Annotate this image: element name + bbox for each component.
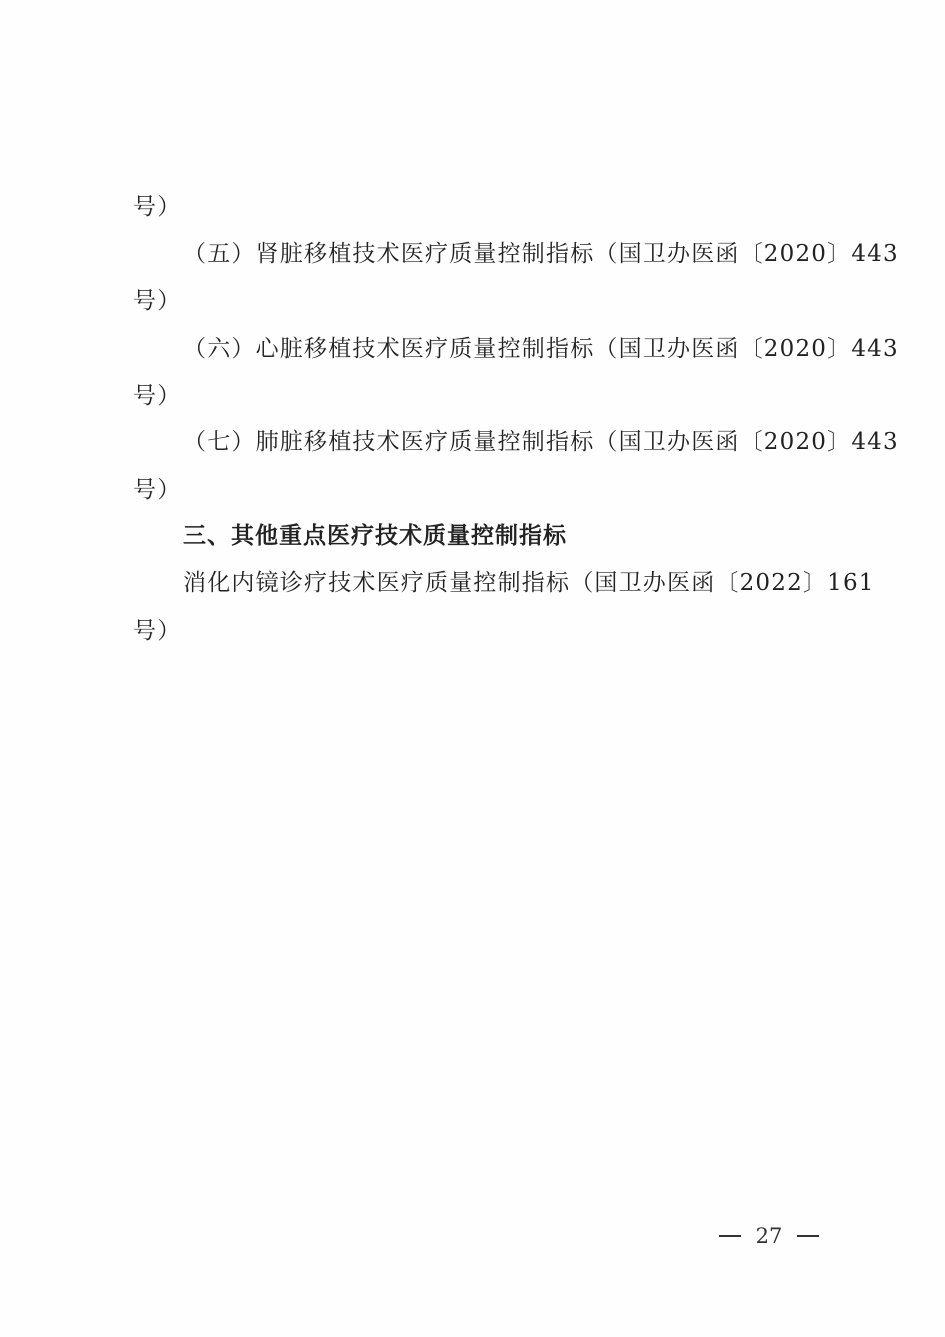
continuation-line: 号） (133, 383, 182, 409)
page-footer (719, 1222, 819, 1250)
item-heart-transplant: （六）心脏移植技术医疗质量控制指标（国卫办医函〔2020〕443 (183, 336, 899, 362)
item-kidney-transplant: （五）肾脏移植技术医疗质量控制指标（国卫办医函〔2020〕443 (183, 241, 899, 267)
right-dash (797, 1235, 819, 1237)
continuation-line: 号） (133, 288, 182, 314)
left-dash (719, 1235, 741, 1237)
continuation-line: 号） (133, 618, 182, 644)
continuation-line: 号） (133, 194, 182, 220)
section-heading: 三、其他重点医疗技术质量控制指标 (183, 523, 567, 549)
item-digestive-endoscopy: 消化内镜诊疗技术医疗质量控制指标（国卫办医函〔2022〕161 (183, 570, 875, 596)
page-number: 27 (755, 1224, 783, 1248)
item-lung-transplant: （七）肺脏移植技术医疗质量控制指标（国卫办医函〔2020〕443 (183, 429, 899, 455)
continuation-line: 号） (133, 477, 182, 503)
